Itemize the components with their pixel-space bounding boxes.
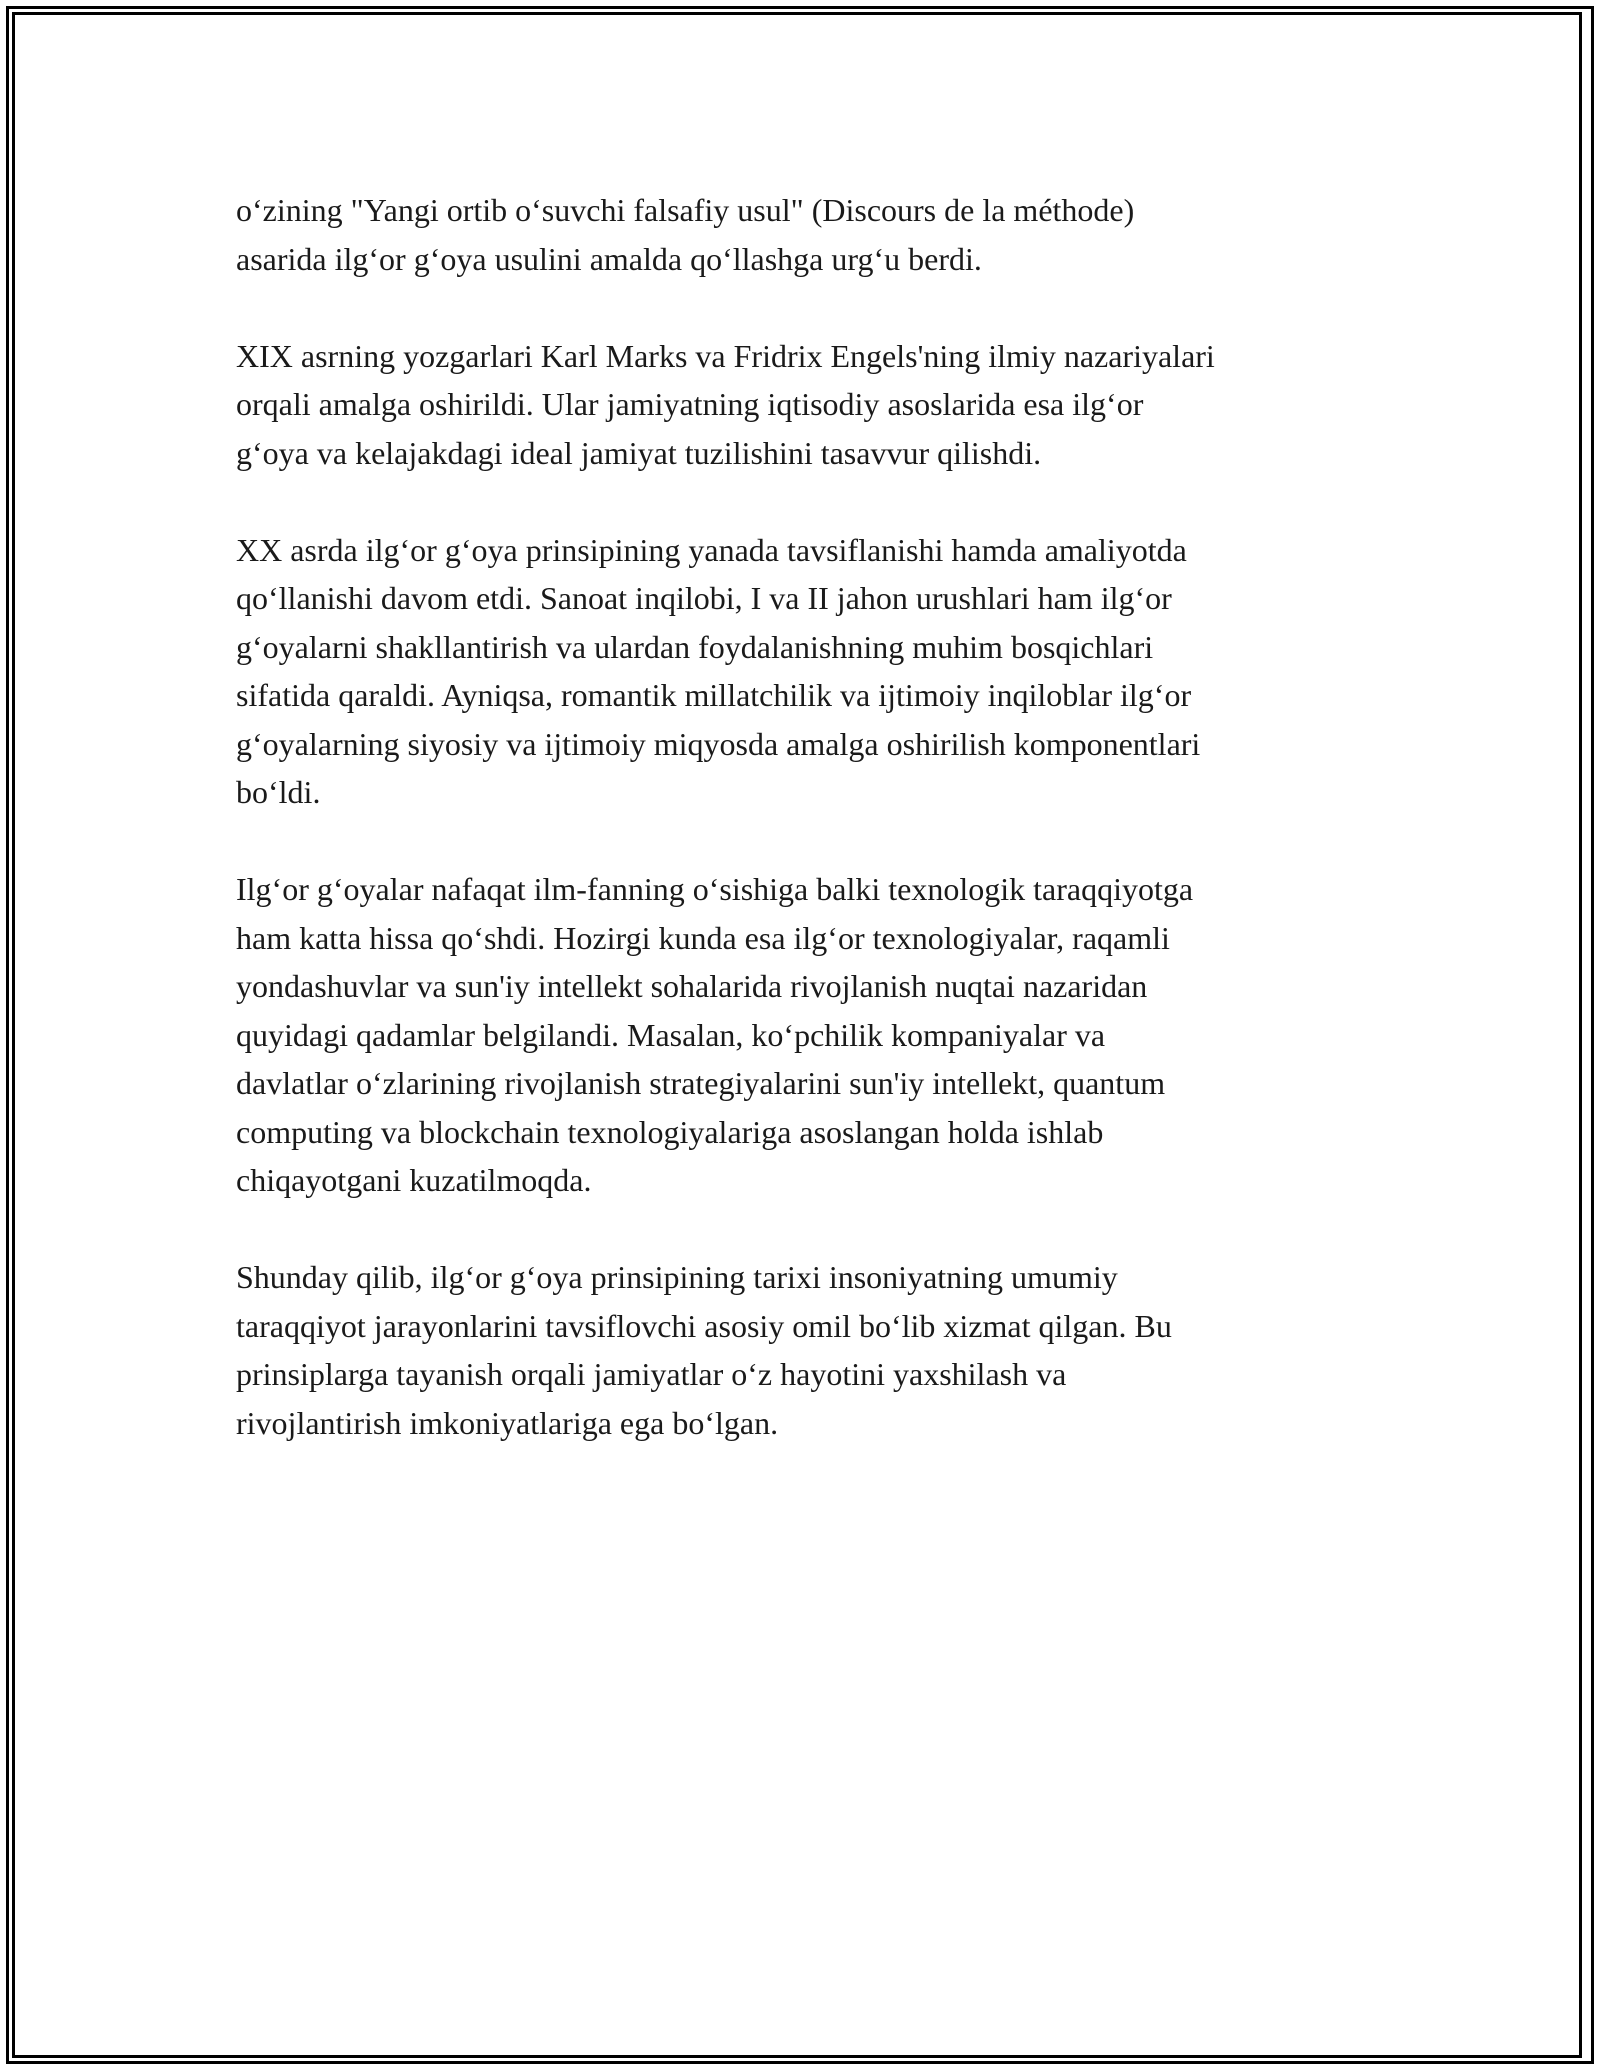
text-line: g‘oyalarning siyosiy va ijtimoiy miqyosda amalga oshirilish komponentlari — [236, 725, 1201, 762]
text-line: prinsiplarga tayanish orqali jamiyatlar o‘z hayotini yaxshilash va — [236, 1356, 1067, 1392]
text-line: rivojlantirish imkoniyatlariga ega bo‘lgan. — [236, 1404, 779, 1441]
paragraph-1 — [236, 186, 1366, 283]
text-line: quyidagi qadamlar belgilandi. Masalan, ko‘pchilik kompaniyalar va — [236, 1016, 1106, 1053]
paragraph-5 — [236, 1253, 1366, 1447]
text-line: yondashuvlar va sun'iy intellekt sohalarida rivojlanish nuqtai nazaridan — [236, 968, 1148, 1004]
paragraph-3 — [236, 526, 1366, 817]
text-line: g‘oyalarni shakllantirish va ulardan foydalanishning muhim bosqichlari — [236, 628, 1154, 665]
text-line: XIX asrning yozgarlari Karl Marks va Fridrix Engels'ning ilmiy nazariyalari — [236, 337, 1215, 374]
text-line: qo‘llanishi davom etdi. Sanoat inqilobi, I va II jahon urushlari ham ilg‘or — [236, 580, 1172, 616]
text-line: asarida ilg‘or g‘oya usulini amalda qo‘llashga urg‘u berdi. — [236, 240, 982, 277]
text-line: o‘zining "Yangi ortib o‘suvchi falsafiy usul" (Discours de la méthode) — [236, 192, 1135, 228]
text-line: ham katta hissa qo‘shdi. Hozirgi kunda esa ilg‘or texnologiyalar, raqamli — [236, 919, 1170, 956]
text-line: Ilg‘or g‘oyalar nafaqat ilm-fanning o‘sishiga balki texnologik taraqqiyotga — [236, 871, 1194, 907]
text-line: davlatlar o‘zlarining rivojlanish strategiyalarini sun'iy intellekt, quantum — [236, 1065, 1166, 1101]
paragraph-4 — [236, 865, 1366, 1205]
document-body — [236, 186, 1366, 1496]
text-line: computing va blockchain texnologiyalariga asoslangan holda ishlab — [236, 1113, 1104, 1150]
text-line: Shunday qilib, ilg‘or g‘oya prinsipining tarixi insoniyatning umumiy — [236, 1259, 1118, 1295]
text-line: XX asrda ilg‘or g‘oya prinsipining yanada tavsiflanishi hamda amaliyotda — [236, 531, 1187, 568]
text-line: sifatida qaraldi. Ayniqsa, romantik millatchilik va ijtimoiy inqiloblar ilg‘or — [236, 677, 1192, 713]
text-line: orqali amalga oshirildi. Ular jamiyatning iqtisodiy asoslarida esa ilg‘or — [236, 386, 1144, 422]
text-line: bo‘ldi. — [236, 774, 321, 810]
text-line: taraqqiyot jarayonlarini tavsiflovchi asosiy omil bo‘lib xizmat qilgan. Bu — [236, 1307, 1172, 1344]
text-line: chiqayotgani kuzatilmoqda. — [236, 1162, 592, 1198]
paragraph-2 — [236, 332, 1366, 478]
text-line: g‘oya va kelajakdagi ideal jamiyat tuzilishini tasavvur qilishdi. — [236, 434, 1042, 471]
